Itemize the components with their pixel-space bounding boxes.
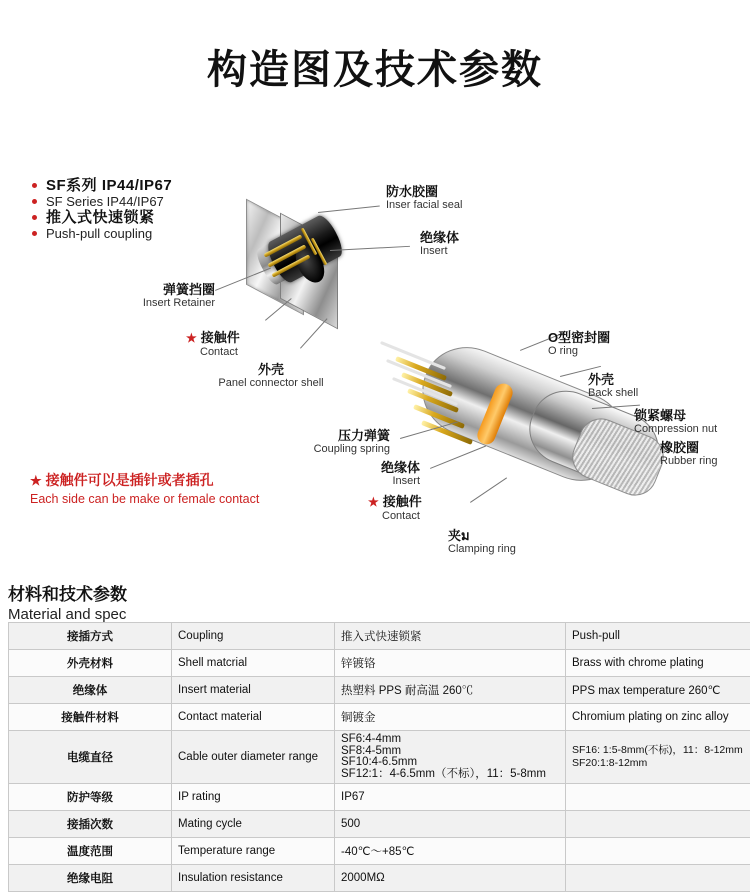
spec-heading-en: Material and spec [8,606,127,623]
row-value-en [566,784,750,811]
contact-note: ★ 接触件可以是插针或者插孔 Each side can be make or female contact [30,470,360,506]
row-value-cn: 铜镀金 [335,704,566,731]
row-value-en [566,865,750,892]
pin-fan [418,352,538,452]
row-label-en: IP rating [172,784,335,811]
row-value-en [566,811,750,838]
row-value-en: PPS max temperature 260℃ [566,677,750,704]
star-icon-note: ★ [30,473,42,488]
callout-insulator-bottom: 绝缘体 Insert [290,460,420,488]
row-label-cn: 外壳材料 [9,650,172,677]
panel-connector-illustration [232,192,372,322]
row-value-cn: 热塑料 PPS 耐高温 260℃ [335,677,566,704]
callout-waterproof-seal: 防水胶圈 Inser facial seal [386,184,462,212]
row-label-en: Contact material [172,704,335,731]
callout-panel-shell: 外壳 Panel connector shell [186,362,356,390]
table-row [9,811,750,838]
row-value-cn: 500 [335,811,566,838]
callout-clamping-ring: 夹ม Clamping ring [448,528,516,556]
row-label-cn: 温度范围 [9,838,172,865]
table-row [9,650,750,677]
row-label-en: Shell matcrial [172,650,335,677]
spec-heading-cn: 材料和技术参数 [8,580,127,605]
spec-table [8,622,750,892]
row-value-cn: 锌镀铬 [335,650,566,677]
page-title: 构造图及技术参数 [0,38,750,95]
row-label-cn: 电缆直径 [9,731,172,784]
row-label-cn: 绝缘体 [9,677,172,704]
table-row [9,623,750,650]
table-row [9,704,750,731]
row-label-en: Insulation resistance [172,865,335,892]
row-label-en: Insert material [172,677,335,704]
row-label-en: Coupling [172,623,335,650]
row-label-en: Mating cycle [172,811,335,838]
bullet-coupling-cn: 推入式快速锁紧 [30,210,260,225]
row-value-en-multi: SF16: 1:5-8mm(不标)，11：8-12mm SF20:1:8-12mm [566,731,750,784]
table-row [9,677,750,704]
bullet-series-en: SF Series IP44/IP67 [30,194,260,209]
row-value-cn: -40℃～+85℃ [335,838,566,865]
callout-o-ring: O型密封圈 O ring [548,330,610,358]
row-value-en: Chromium plating on zinc alloy [566,704,750,731]
bullet-series-cn: SF系列 IP44/IP67 [30,178,260,193]
row-label-cn: 防护等级 [9,784,172,811]
callout-coupling-spring: 压力弹簧 Coupling spring [250,428,390,456]
callout-compression-nut: 锁紧螺母 Compression nut [634,408,717,436]
structure-diagram [0,150,750,570]
callout-contact-bottom: ★ 接触件 Contact [368,494,422,523]
star-icon: ★ [186,331,197,345]
row-value-en: Push-pull [566,623,750,650]
callout-insulator-top: 绝缘体 Insert [420,230,459,258]
row-value-cn: 2000MΩ [335,865,566,892]
star-icon-2: ★ [368,495,379,509]
row-label-en: Cable outer diameter range [172,731,335,784]
bullet-coupling-en: Push-pull coupling [30,226,260,241]
row-label-cn: 接触件材料 [9,704,172,731]
series-bullet-list [30,178,260,242]
table-row [9,784,750,811]
table-row-cable [9,731,750,784]
row-value-cn-multi: SF6:4-4mm SF8:4-5mm SF10:4-6.5mm SF12:1：4-6.5mm（不标），11：5-8mm [335,731,566,784]
row-value-cn: IP67 [335,784,566,811]
table-row [9,865,750,892]
row-label-cn: 接插次数 [9,811,172,838]
row-value-cn: 推入式快速锁紧 [335,623,566,650]
row-label-en: Temperature range [172,838,335,865]
back-shell-illustration [378,330,678,510]
leader-line-5 [300,318,328,348]
callout-rubber-ring: 橡胶圈 Rubber ring [660,440,717,468]
row-value-en: Brass with chrome plating [566,650,750,677]
spec-heading [8,580,127,623]
callout-back-shell: 外壳 Back shell [588,372,638,400]
callout-contact-top: ★ 接触件 Contact [186,330,240,359]
callout-spring-retainer: 弹簧挡圈 Insert Retainer [75,282,215,310]
table-row [9,838,750,865]
row-label-cn: 绝缘电阻 [9,865,172,892]
row-value-en [566,838,750,865]
row-label-cn: 接插方式 [9,623,172,650]
